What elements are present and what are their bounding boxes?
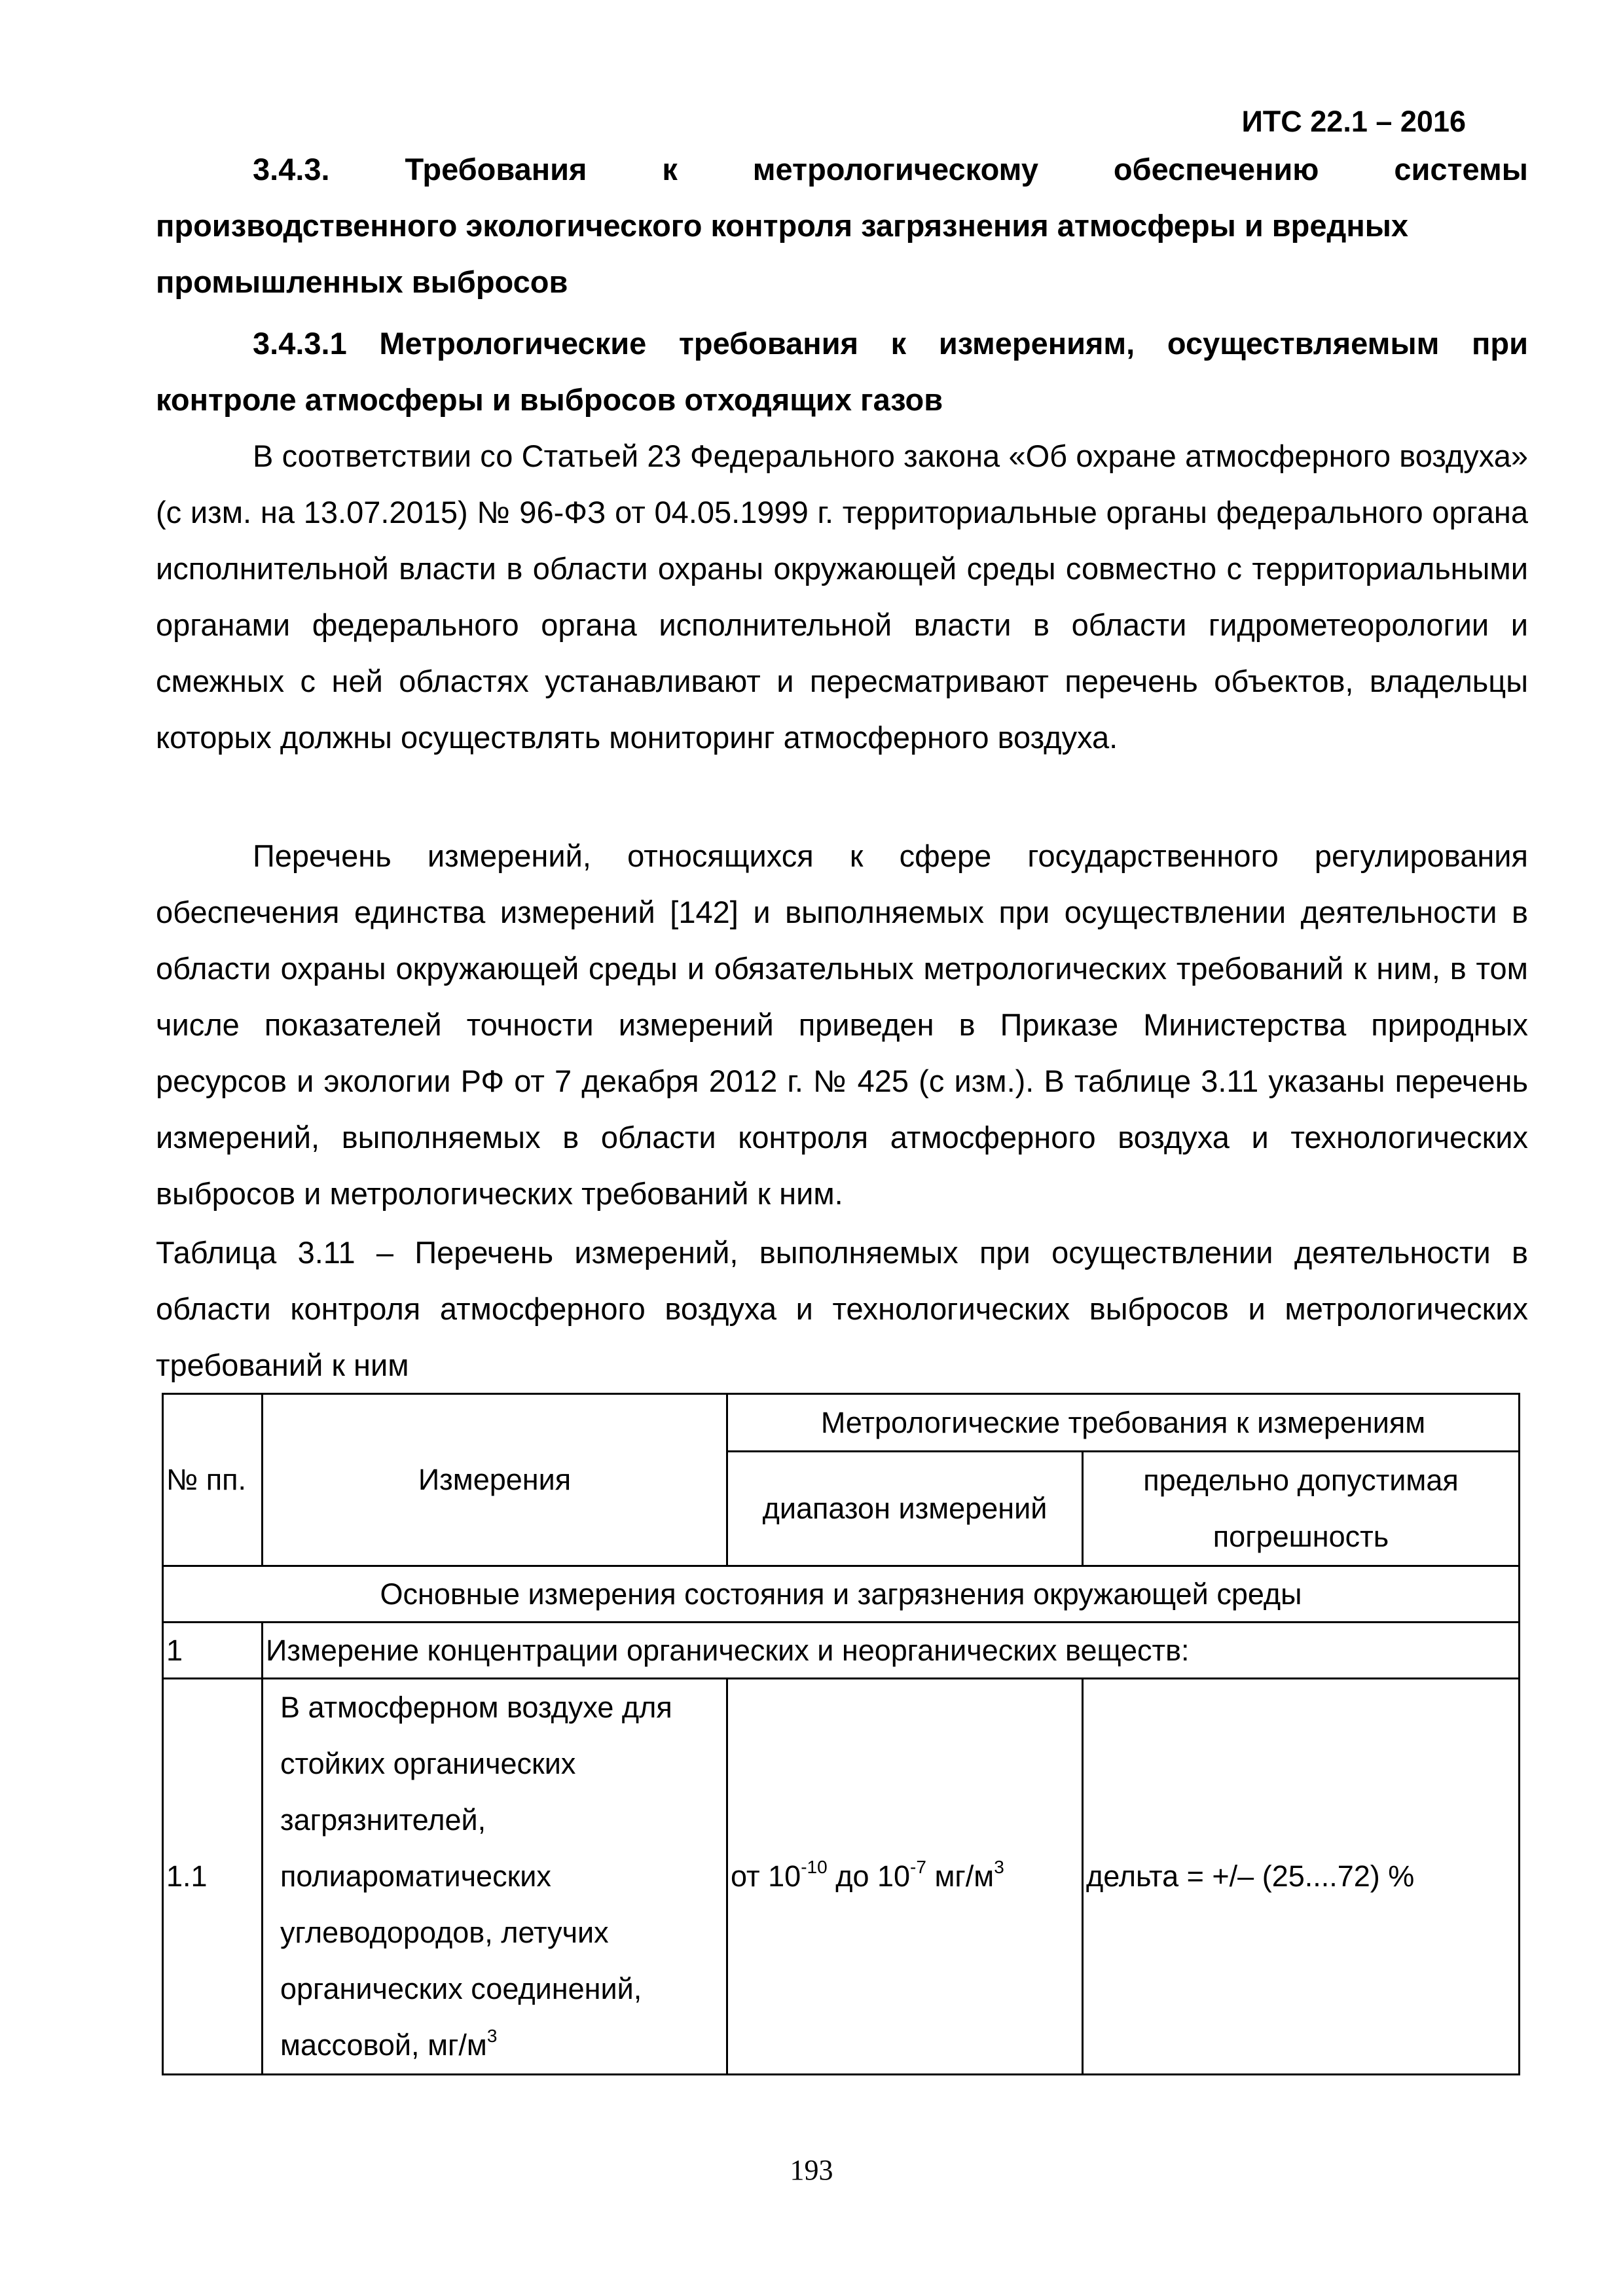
- range-to-exponent: -7: [910, 1857, 926, 1877]
- header-group: Метрологические требования к измерениям: [820, 1405, 1426, 1439]
- table-row: [163, 1679, 1520, 2075]
- row-num: 1: [166, 1633, 183, 1667]
- header-num-cell: [163, 1394, 263, 1566]
- section-heading-343: [156, 141, 1528, 310]
- table-row: [163, 1623, 1520, 1679]
- document-code-header: ИТС 22.1 – 2016: [1241, 105, 1466, 138]
- page-number: 193: [790, 2154, 833, 2186]
- heading-word: Требования: [405, 152, 587, 187]
- section-heading-3431: 3.4.3.1 Метрологические требования к измерениям, осуществляемым при контроле атмосферы и выбросов отходящих газов: [156, 326, 1528, 417]
- header-range-cell: [727, 1452, 1083, 1566]
- row-num: 1.1: [166, 1859, 208, 1893]
- section-row-text: Основные измерения состояния и загрязнения окружающей среды: [380, 1577, 1302, 1611]
- row-num-cell: [163, 1623, 263, 1679]
- row-text-cell: [263, 1623, 1520, 1679]
- paragraph-1: В соответствии со Статьей 23 Федерального закона «Об охране атмосферного воздуха» (с изм. на 13.07.2015) № 96-ФЗ от 04.05.1999 г. территориальные органы федерального органа исполнительной власти в области охраны окружающей среды совместно с территориальными органами федерального органа исполнительной власти в области гидрометеорологии и смежных с ней областях устанавливают и пересматривают перечень объектов, владельцы которых должны осуществлять мониторинг атмосферного воздуха.: [156, 439, 1528, 755]
- header-error-cell: [1083, 1452, 1520, 1566]
- row-text-superscript: 3: [486, 2026, 498, 2046]
- range-unit: мг/м: [926, 1859, 994, 1893]
- range-from: от 10: [731, 1859, 801, 1893]
- row-range-cell: [727, 1679, 1083, 2075]
- header-group-cell: [727, 1394, 1520, 1452]
- row-text-cell: [263, 1679, 727, 2075]
- header-measurements-cell: [263, 1394, 727, 1566]
- row-num-cell: [163, 1679, 263, 2075]
- table-section-row: [163, 1566, 1520, 1623]
- header-range: диапазон измерений: [762, 1492, 1048, 1525]
- section-heading-343-first-line: [156, 141, 1528, 198]
- row-text: В атмосферном воздухе для стойких органических загрязнителей, полиароматических углеводородов, летучих органических соединений, массовой, мг/м: [280, 1691, 672, 2062]
- heading-number: 3.4.3.: [253, 152, 330, 187]
- range-from-exponent: -10: [801, 1857, 828, 1877]
- table-caption: Таблица 3.11 – Перечень измерений, выполняемых при осуществлении деятельности в области контроля атмосферного воздуха и технологических выбросов и метрологических требований к ним: [156, 1235, 1528, 1382]
- heading-word: обеспечению: [1113, 152, 1319, 187]
- paragraph-2: Перечень измерений, относящихся к сфере государственного регулирования обеспечения единства измерений [142] и выполняемых при осуществлении деятельности в области охраны окружающей среды и обязательных метрологических требований к ним, в том числе показателей точности измерений приведен в Приказе Министерства природных ресурсов и экологии РФ от 7 декабря 2012 г. № 425 (с изм.). В таблице 3.11 указаны перечень измерений, выполняемых в области контроля атмосферного воздуха и технологических выбросов и метрологических требований к ним.: [156, 838, 1528, 1211]
- heading-word: к: [662, 152, 678, 187]
- heading-word: метрологическому: [752, 152, 1038, 187]
- measurements-table: [162, 1393, 1520, 2075]
- header-measurements: Измерения: [418, 1463, 572, 1496]
- header-error: предельно допустимая погрешность: [1143, 1463, 1459, 1553]
- range-to: до 10: [827, 1859, 911, 1893]
- heading-word: системы: [1394, 152, 1528, 187]
- table-header-row-1: [163, 1394, 1520, 1452]
- section-heading-343-rest: производственного экологического контроля загрязнения атмосферы и вредных промышленных выбросов: [156, 208, 1409, 299]
- row-text: Измерение концентрации органических и неорганических веществ:: [266, 1633, 1190, 1667]
- row-error: дельта = +/– (25....72) %: [1086, 1859, 1415, 1893]
- row-error-cell: [1083, 1679, 1520, 2075]
- section-row-cell: [163, 1566, 1520, 1623]
- header-num: № пп.: [166, 1463, 247, 1496]
- range-unit-exponent: 3: [994, 1857, 1004, 1877]
